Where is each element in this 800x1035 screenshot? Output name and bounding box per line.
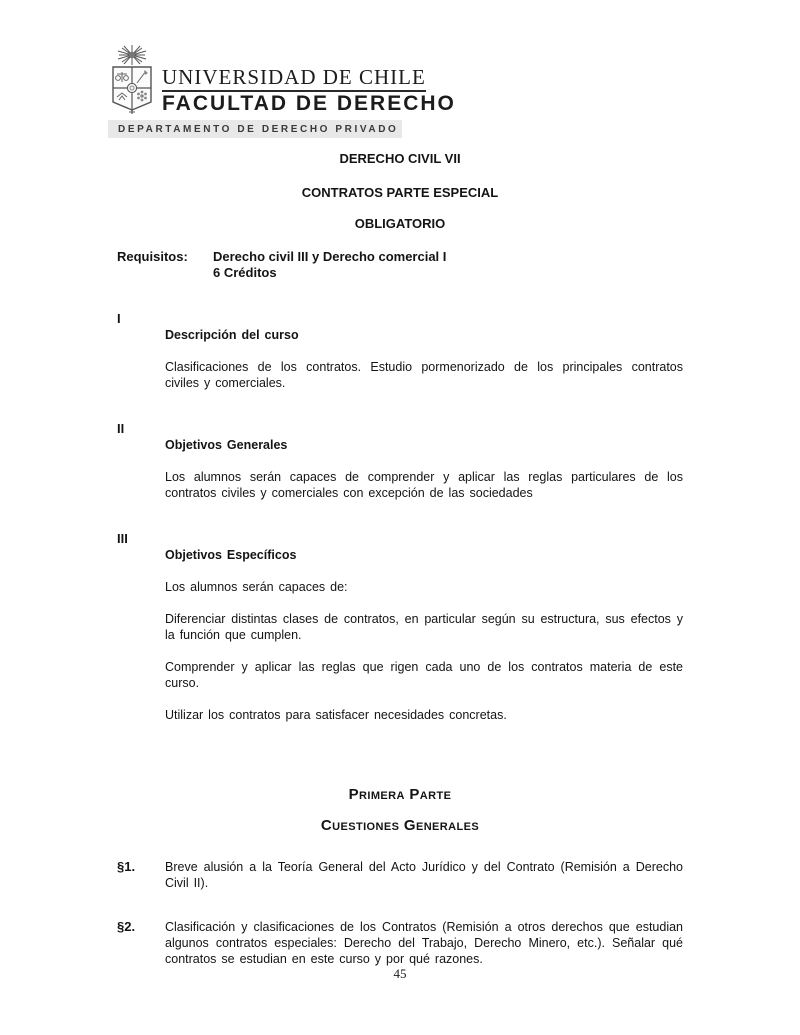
university-crest-icon (108, 44, 156, 116)
section-paragraph: Comprender y aplicar las reglas que rigen cada uno de los contratos materia de este curso. (165, 660, 683, 690)
section-paragraph: Utilizar los contratos para satisfacer necesidades concretas. (165, 708, 507, 722)
paragraph-text: Clasificación y clasificaciones de los Contratos (Remisión a otros derechos que estudian algunos contratos especiales: Derecho del Trabajo, Derecho Minero, etc.). Señalar qué contratos se estudian en este curso y por qué razones. (165, 920, 683, 966)
requisites-label: Requisitos: (117, 249, 188, 264)
requisites-block (117, 249, 683, 281)
section-paragraph: Diferenciar distintas clases de contratos, en particular según su estructura, sus efectos y la función que cumplen. (165, 612, 683, 642)
paragraph-marker: §1. (117, 859, 136, 874)
section-descripcion (117, 311, 683, 391)
part-title: Primera Parte (348, 786, 452, 803)
paragraph-marker: §2. (117, 919, 136, 934)
section-numeral: I (117, 311, 121, 326)
part-subtitle: Cuestiones Generales (320, 817, 480, 834)
section-numeral: II (117, 421, 125, 436)
page-number: 45 (393, 966, 407, 981)
section-objetivos-generales (117, 421, 683, 501)
document-body (117, 146, 683, 967)
university-name: UNIVERSIDAD DE CHILE (162, 66, 426, 92)
section-heading: Objetivos Generales (165, 438, 288, 452)
requisites-line2: 6 Créditos (213, 265, 277, 280)
section-numeral: III (117, 531, 128, 546)
section-paragraph: Clasificaciones de los contratos. Estudio pormenorizado de los principales contratos civiles y comerciales. (165, 360, 683, 390)
section-objetivos-especificos (117, 531, 683, 723)
letterhead (108, 44, 456, 116)
requisites-line1: Derecho civil III y Derecho comercial I (213, 249, 447, 264)
paragraph-text: Breve alusión a la Teoría General del Acto Jurídico y del Contrato (Remisión a Derecho Civil II). (165, 860, 683, 890)
paragraph-item-1 (117, 859, 683, 891)
faculty-name: FACULTAD DE DERECHO (162, 92, 456, 115)
course-type: OBLIGATORIO (354, 216, 446, 231)
course-subtitle: CONTRATOS PARTE ESPECIAL (301, 185, 499, 200)
course-title: DERECHO CIVIL VII (339, 151, 461, 166)
department-banner: DEPARTAMENTO DE DERECHO PRIVADO (108, 120, 402, 138)
section-heading: Descripción del curso (165, 328, 299, 342)
section-paragraph: Los alumnos serán capaces de: (165, 580, 348, 594)
requisites-values (213, 249, 683, 281)
section-heading: Objetivos Específicos (165, 548, 297, 562)
section-paragraph: Los alumnos serán capaces de comprender y aplicar las reglas particulares de los contratos civiles y comerciales con excepción de las sociedades (165, 470, 683, 500)
paragraph-item-2 (117, 919, 683, 967)
